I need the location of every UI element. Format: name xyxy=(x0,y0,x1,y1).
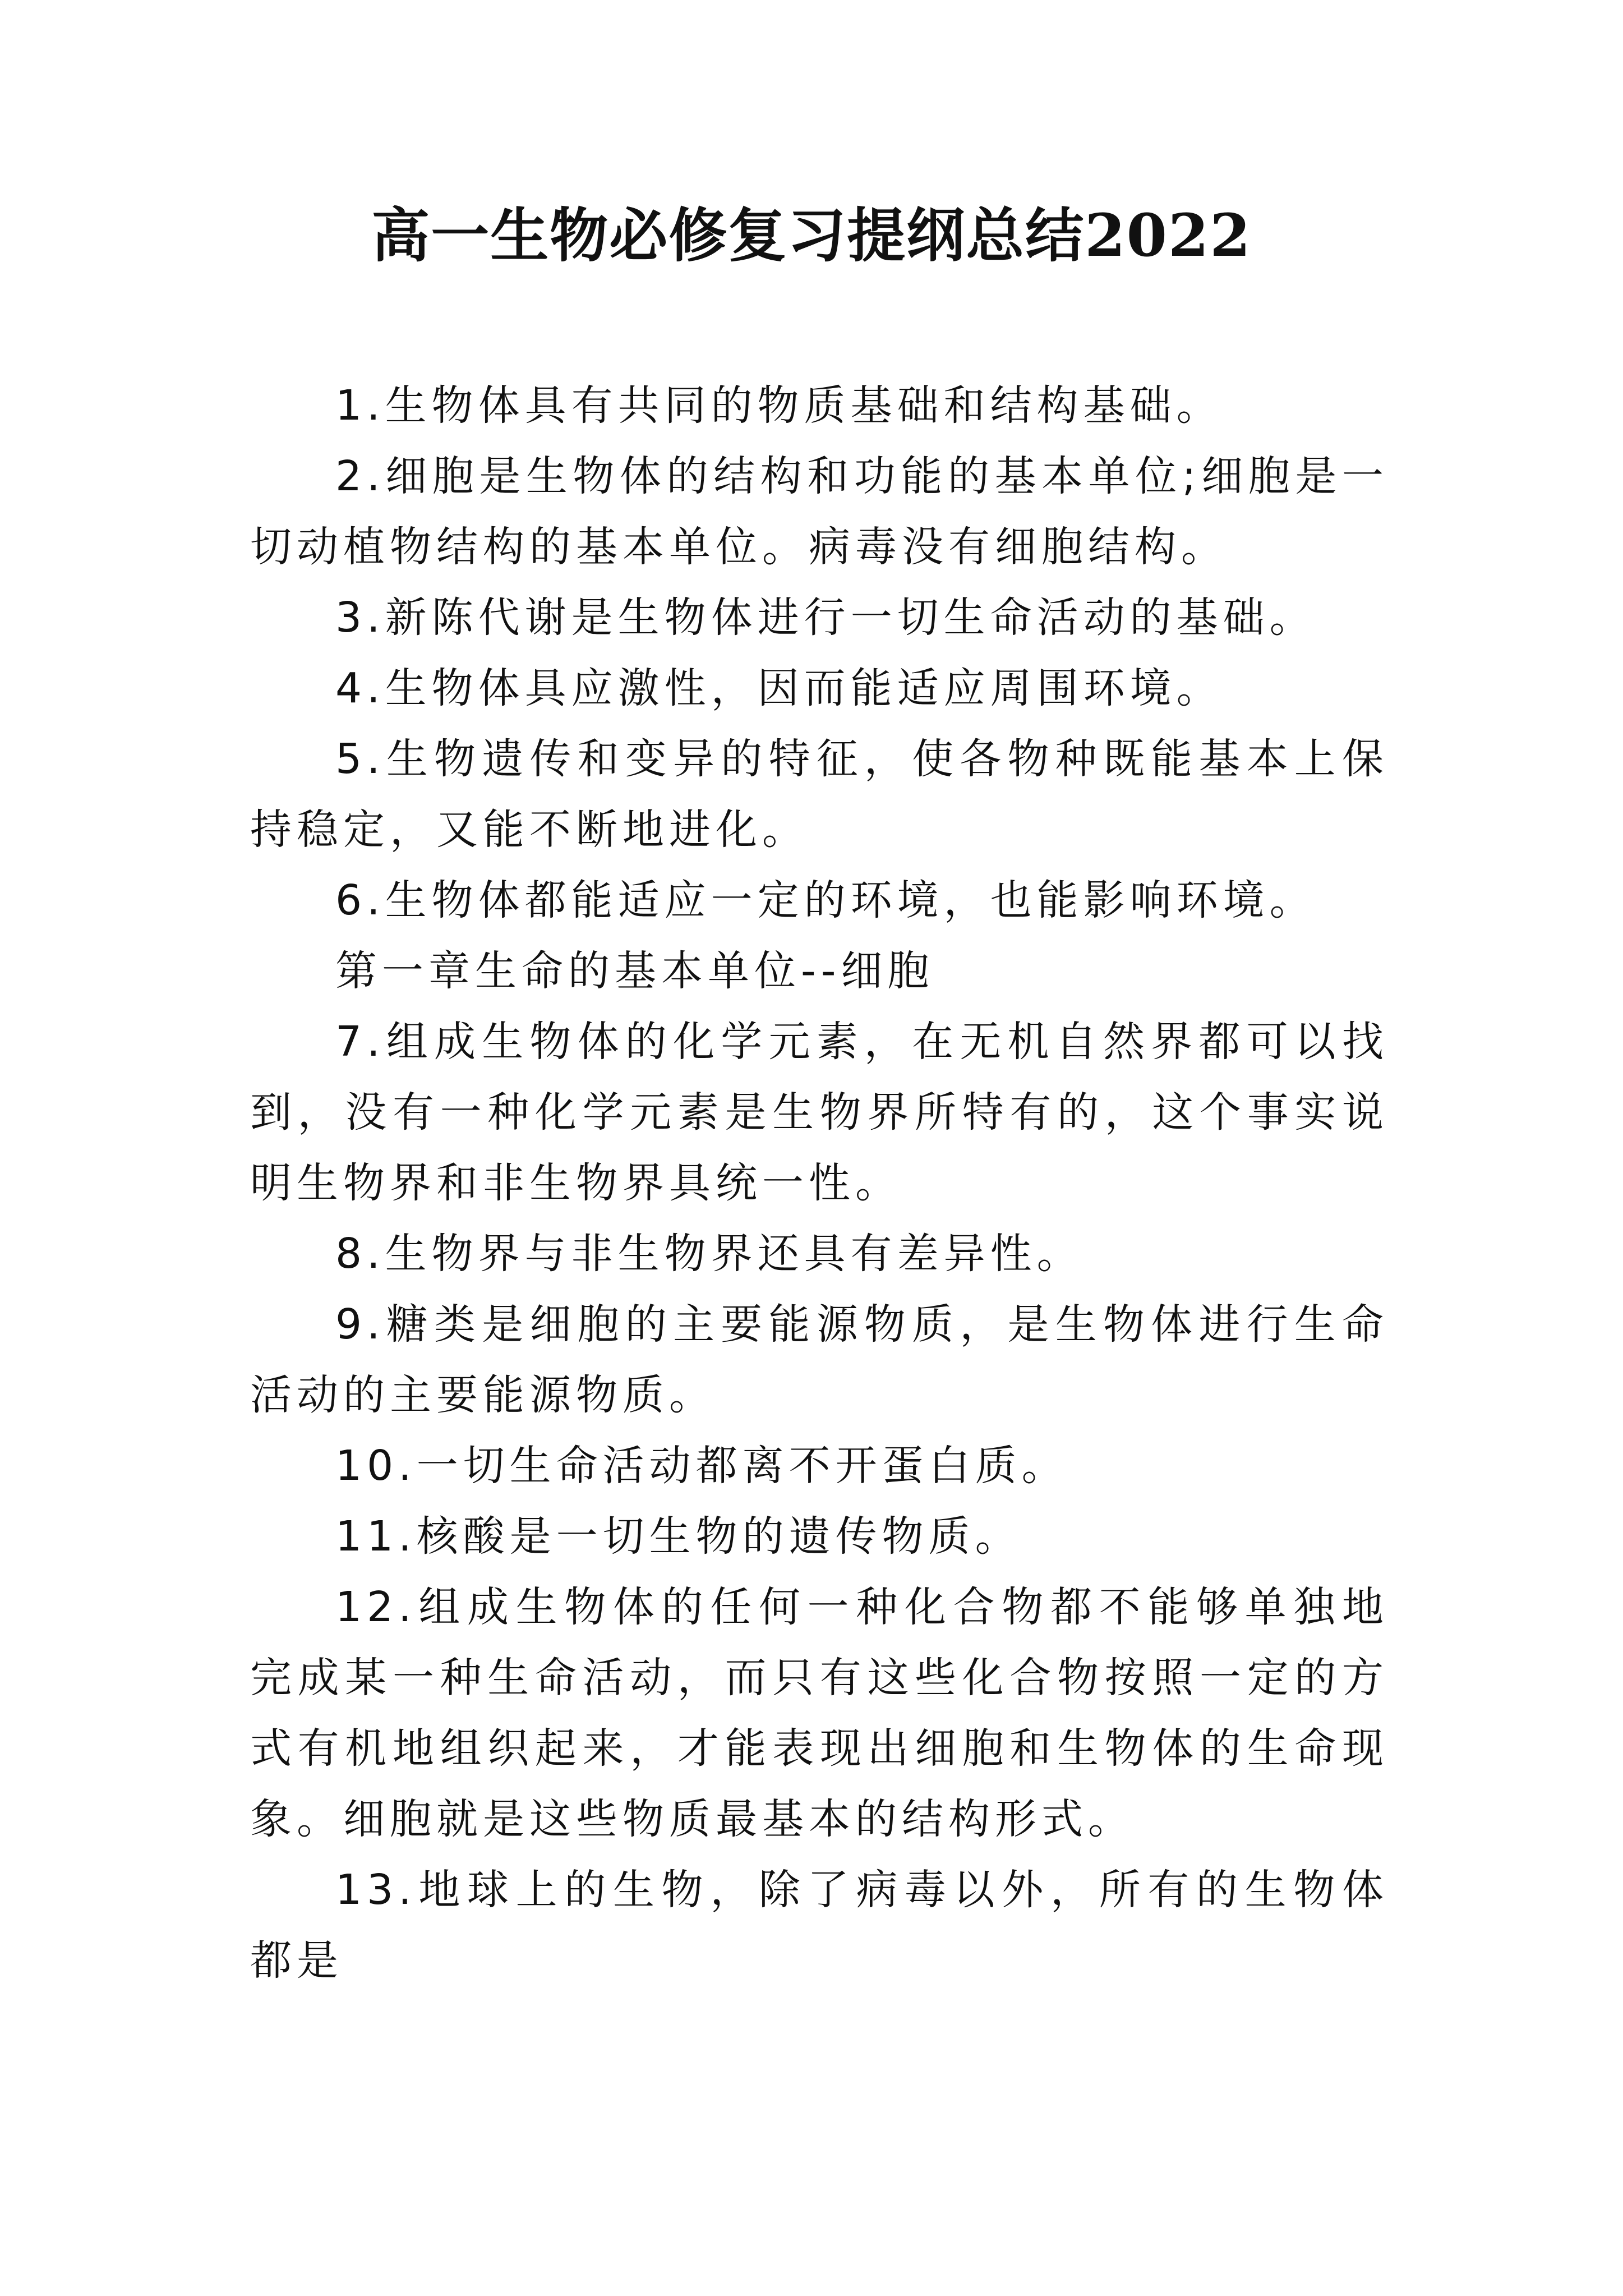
paragraph-3: 3.新陈代谢是生物体进行一切生命活动的基础。 xyxy=(335,593,1316,642)
paragraph-9: 9.糖类是细胞的主要能源物质，是生物体进行生命活动的主要能源物质。 xyxy=(250,1300,1389,1419)
paragraph-4: 4.生物体具应激性，因而能适应周围环境。 xyxy=(335,664,1223,712)
paragraph-13: 13.地球上的生物，除了病毒以外，所有的生物体都是 xyxy=(250,1866,1389,1985)
chapter-heading: 第一章生命的基本单位--细胞 xyxy=(335,947,934,995)
paragraph-6: 6.生物体都能适应一定的环境，也能影响环境。 xyxy=(335,876,1316,924)
document-body xyxy=(250,370,1389,1996)
paragraph-1: 1.生物体具有共同的物质基础和结构基础。 xyxy=(335,381,1223,430)
paragraph-2: 2.细胞是生物体的结构和功能的基本单位;细胞是一切动植物结构的基本单位。病毒没有细胞结构。 xyxy=(250,452,1389,571)
paragraph-8: 8.生物界与非生物界还具有差异性。 xyxy=(335,1230,1083,1278)
paragraph-10: 10.一切生命活动都离不开蛋白质。 xyxy=(335,1442,1068,1490)
paragraph-12: 12.组成生物体的任何一种化合物都不能够单独地完成某一种生命活动，而只有这些化合物按照一定的方式有机地组织起来，才能表现出细胞和生物体的生命现象。细胞就是这些物质最基本的结构形式。 xyxy=(250,1583,1389,1843)
paragraph-11: 11.核酸是一切生物的遗传物质。 xyxy=(335,1512,1022,1561)
paragraph-7: 7.组成生物体的化学元素，在无机自然界都可以找到，没有一种化学元素是生物界所特有的，这个事实说明生物界和非生物界具统一性。 xyxy=(250,1018,1389,1207)
paragraph-5: 5.生物遗传和变异的特征，使各物种既能基本上保持稳定，又能不断地进化。 xyxy=(250,735,1389,854)
document-title: 高一生物必修复习提纲总结2022 xyxy=(371,201,1252,270)
